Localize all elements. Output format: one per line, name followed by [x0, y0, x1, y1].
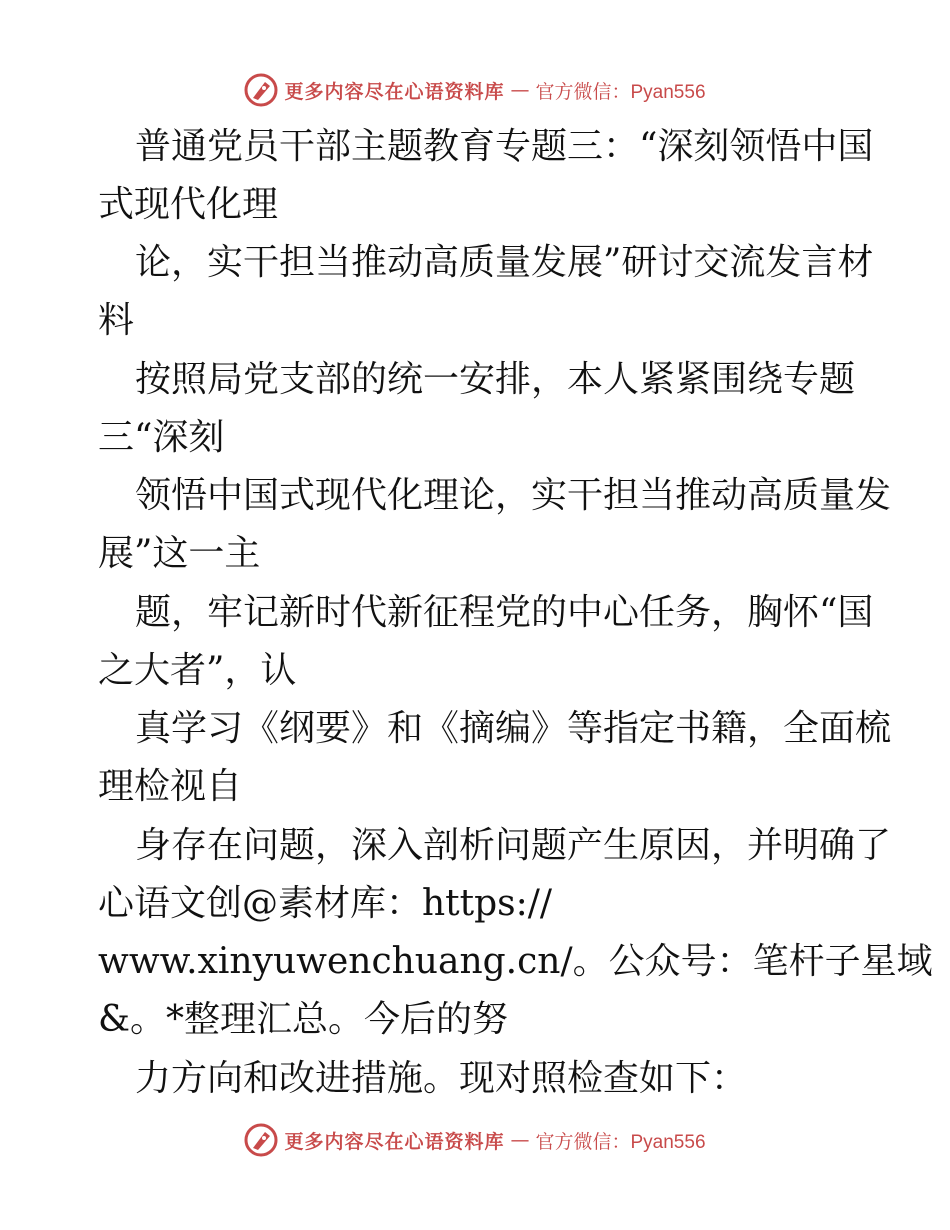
text-line: 式现代化理	[98, 184, 279, 225]
text-line: 之大者”，认	[98, 650, 297, 691]
text-line: 心语文创@素材库：https://	[98, 883, 553, 924]
text-line: 普通党员干部主题教育专题三：“深刻领悟中国	[135, 126, 874, 167]
text-line: 论，实干担当推动高质量发展”研讨交流发言材	[135, 242, 874, 283]
banner-wechat: 官方微信：Pyan556	[535, 81, 706, 103]
footer-banner	[0, 1120, 950, 1160]
banner-separator: —	[510, 79, 530, 101]
text-line: 身存在问题，深入剖析问题产生原因，并明确了	[135, 825, 892, 866]
text-line: 题，牢记新时代新征程党的中心任务，胸怀“国	[135, 592, 874, 633]
banner-separator: —	[510, 1129, 530, 1151]
banner-wechat: 官方微信：Pyan556	[535, 1131, 706, 1153]
text-line: 展”这一主	[98, 533, 261, 574]
text-line: 领悟中国式现代化理论，实干担当推动高质量发	[135, 475, 892, 516]
banner-title: 更多内容尽在心语资料库	[284, 1130, 505, 1153]
text-line: 三“深刻	[98, 417, 225, 458]
text-line: 按照局党支部的统一安排，本人紧紧围绕专题	[135, 359, 856, 400]
text-line: &。*整理汇总。今后的努	[98, 999, 509, 1040]
text-line: 真学习《纲要》和《摘编》等指定书籍，全面梳	[135, 708, 892, 749]
text-line: 力方向和改进措施。现对照检查如下：	[135, 1058, 748, 1099]
pen-nib-logo-icon	[244, 1123, 278, 1157]
pen-nib-logo-icon	[244, 73, 278, 107]
text-line: 料	[98, 300, 135, 341]
header-banner	[0, 70, 950, 110]
text-line: www.xinyuwenchuang.cn/。公众号：笔杆子星域	[98, 941, 933, 982]
text-line: 理检视自	[98, 766, 243, 807]
banner-title: 更多内容尽在心语资料库	[284, 80, 505, 103]
